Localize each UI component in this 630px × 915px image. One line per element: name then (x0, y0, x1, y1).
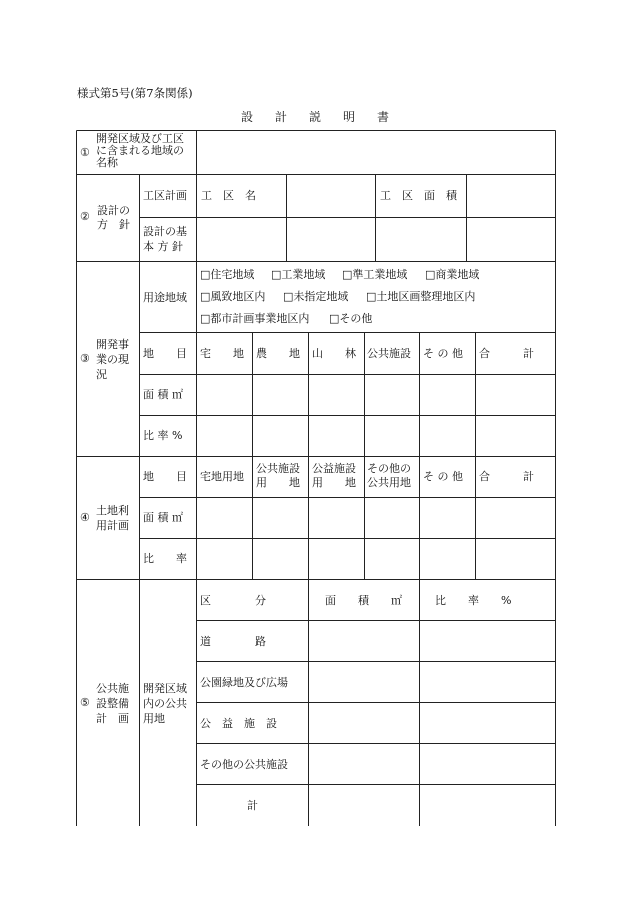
district-area-input[interactable] (468, 176, 554, 216)
label-line: 公益施設 (312, 462, 356, 475)
row-roads: 道 路 (200, 635, 266, 648)
section-5-label (96, 683, 129, 725)
label-line: 名称 (96, 156, 118, 169)
checkbox-label: 準工業地域 (352, 268, 408, 281)
section-4-label (96, 505, 129, 532)
district-area-label: 工 区 面 積 (380, 189, 457, 202)
header-public-facility-use (256, 463, 300, 489)
area-row-label: 面 積 ㎡ (143, 388, 183, 401)
label-line: 設整備 (96, 697, 129, 710)
header-ratio: 比 率 % (435, 594, 512, 607)
header-residential-land: 宅 地 (200, 347, 244, 360)
section-3-number: ③ (80, 352, 90, 365)
label-line: 土地利 (96, 504, 129, 517)
row-total: 計 (247, 799, 258, 812)
section-1-label (96, 133, 184, 169)
label-line: 用地 (143, 712, 165, 725)
section-2-label (97, 205, 130, 231)
checkbox-label: 住宅地域 (210, 268, 255, 281)
checkbox-label: その他 (339, 312, 373, 325)
construction-plan-label: 工区計画 (143, 189, 187, 202)
ratio-row-label: 比 率 (143, 552, 187, 565)
header-forest: 山 林 (312, 347, 356, 360)
land-category-label: 地 目 (143, 347, 187, 360)
label-line: 開発区域 (143, 682, 187, 695)
label-line: 業の現 (96, 353, 129, 366)
zone-checkbox-undesignated[interactable]: □未指定地域 (283, 290, 349, 303)
label-line: 開発区域及び工区 (96, 132, 184, 145)
label-line: その他の (367, 462, 411, 475)
zone-checkbox-commercial[interactable]: □商業地域 (425, 268, 480, 281)
label-line: 用 地 (256, 476, 300, 489)
row-other-public-facilities: その他の公共施設 (200, 758, 288, 771)
row-public-benefit-facilities: 公 益 施 設 (200, 717, 277, 730)
label-line: 用 地 (312, 476, 356, 489)
checkbox-label: 風致地区内 (210, 290, 266, 303)
label-line: に含まれる地域の (96, 144, 184, 157)
section-1-number: ① (80, 146, 90, 159)
label-line: 設計の基 (143, 225, 187, 238)
header-other: そ の 他 (423, 470, 463, 483)
label-line: 設計の (97, 204, 130, 217)
checkbox-label: 工業地域 (281, 268, 326, 281)
header-public-benefit-use (312, 463, 356, 489)
ratio-row-label: 比 率 % (143, 429, 183, 442)
zone-checkbox-urban-planning[interactable]: □都市計画事業地区内 (200, 312, 310, 325)
label-line: 用計画 (96, 519, 129, 532)
section-4-number: ④ (80, 511, 90, 524)
zone-checkbox-land-readjustment[interactable]: □土地区画整理地区内 (366, 290, 476, 303)
label-line: 公共施設 (256, 462, 300, 475)
zone-checkbox-residential[interactable]: □住宅地域 (200, 268, 255, 281)
checkbox-label: 都市計画事業地区内 (210, 312, 310, 325)
form-number: 様式第5号(第7条関係) (77, 86, 193, 100)
label-line: 方 針 (97, 218, 130, 231)
section-5-number: ⑤ (80, 696, 90, 709)
label-line: 内の公共 (143, 697, 187, 710)
section-3-label (96, 339, 129, 381)
header-other: そ の 他 (423, 347, 463, 360)
header-public-facilities: 公共施設 (367, 347, 411, 360)
area-row-label: 面 積 ㎡ (143, 511, 183, 524)
label-line: 計 画 (96, 712, 129, 725)
header-other-public-use (367, 463, 411, 489)
label-line: 況 (96, 368, 107, 381)
label-line: 公共用地 (367, 476, 411, 489)
zone-checkbox-scenic[interactable]: □風致地区内 (200, 290, 266, 303)
checkbox-label: 土地区画整理地区内 (376, 290, 476, 303)
document-title: 設計説明書 (240, 110, 411, 124)
label-line: 公共施 (96, 682, 129, 695)
header-farmland: 農 地 (256, 347, 300, 360)
district-name-label: 工 区 名 (201, 189, 256, 202)
header-total: 合 計 (479, 347, 534, 360)
district-name-input[interactable] (288, 176, 374, 216)
checkbox-label: 商業地域 (435, 268, 480, 281)
section-1-input-area[interactable] (198, 132, 554, 173)
row-parks-green-spaces: 公園緑地及び広場 (200, 676, 288, 689)
header-area: 面 積 ㎡ (325, 594, 402, 607)
public-land-in-area-label (143, 683, 187, 725)
checkbox-label: 未指定地域 (293, 290, 349, 303)
land-category-label: 地 目 (143, 470, 187, 483)
zone-checkbox-other[interactable]: □その他 (329, 312, 373, 325)
zone-checkbox-semi-industrial[interactable]: □準工業地域 (342, 268, 408, 281)
basic-design-policy-label (143, 226, 187, 253)
header-residential-use: 宅地用地 (200, 470, 244, 483)
label-line: 開発事 (96, 338, 129, 351)
zoning-label: 用途地域 (143, 291, 187, 304)
zone-checkbox-industrial[interactable]: □工業地域 (271, 268, 326, 281)
label-line: 本 方 針 (143, 240, 183, 253)
header-classification: 区 分 (200, 594, 266, 607)
section-2-number: ② (80, 210, 90, 223)
header-total: 合 計 (479, 470, 534, 483)
